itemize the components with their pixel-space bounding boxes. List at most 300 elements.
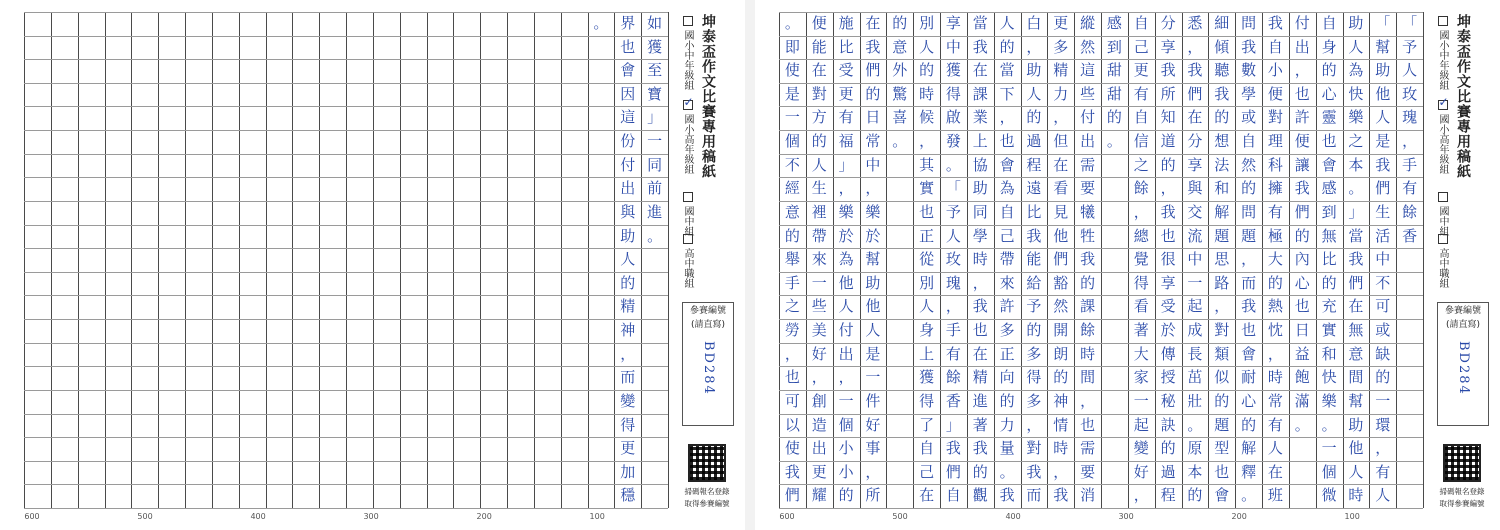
handwritten-char: 釋 — [1241, 462, 1257, 481]
handwritten-char: 傳 — [1160, 344, 1176, 363]
handwritten-char: 的 — [865, 84, 881, 103]
handwritten-char: ， — [1026, 37, 1042, 56]
handwritten-char: 我 — [1241, 37, 1257, 56]
qr-code-icon — [1443, 444, 1481, 482]
handwritten-char: 付 — [1080, 108, 1096, 127]
handwritten-char: 多 — [999, 321, 1015, 340]
handwritten-char: 快 — [1348, 84, 1364, 103]
handwritten-char: 我 — [1160, 202, 1176, 221]
handwritten-char: 有 — [945, 344, 961, 363]
handwritten-char: 的 — [1267, 273, 1283, 292]
handwritten-char: ， — [1026, 415, 1042, 434]
grid-row-rule — [779, 508, 1423, 509]
handwritten-char: 受 — [1160, 297, 1176, 316]
handwritten-char: 正 — [919, 226, 935, 245]
handwritten-char: 常 — [865, 132, 881, 151]
handwritten-char: 施 — [838, 14, 854, 32]
handwritten-char: 樂 — [865, 202, 881, 221]
handwritten-char: 甜 — [1106, 61, 1122, 80]
handwritten-char: 一 — [647, 132, 663, 151]
handwritten-char: 靈 — [1321, 108, 1337, 127]
handwritten-char: 一 — [838, 391, 854, 410]
handwritten-char: 課 — [972, 84, 988, 103]
handwritten-char: 日 — [865, 108, 881, 127]
handwritten-char: 玫 — [1402, 84, 1418, 103]
handwritten-char: 予 — [1026, 297, 1042, 316]
handwritten-char: 想 — [1214, 132, 1230, 151]
checkbox — [683, 234, 693, 244]
handwritten-char: 些 — [1080, 84, 1096, 103]
count-scale-label: 600 — [24, 512, 40, 521]
handwritten-char: 。 — [945, 155, 961, 174]
handwritten-char: 們 — [784, 486, 800, 505]
handwritten-char: 環 — [1375, 415, 1391, 434]
handwritten-char: 間 — [1348, 368, 1364, 387]
grid-column-rule — [292, 12, 293, 508]
grid-column-rule — [78, 12, 79, 508]
form-sidebar-left — [672, 12, 740, 522]
handwritten-char: 便 — [811, 14, 827, 32]
handwritten-char: 忱 — [1267, 321, 1283, 340]
handwritten-char: 解 — [1214, 202, 1230, 221]
handwritten-char: 」 — [1348, 202, 1364, 221]
handwritten-char: 內 — [1294, 250, 1310, 269]
checkbox — [683, 16, 693, 26]
count-scale-label: 300 — [363, 512, 379, 521]
handwritten-char: 數 — [1241, 61, 1257, 80]
handwritten-char: 精 — [972, 368, 988, 387]
handwritten-char: 其 — [919, 155, 935, 174]
handwritten-char: 人 — [1267, 439, 1283, 458]
handwritten-char: 缺 — [1375, 344, 1391, 363]
handwritten-char: 加 — [620, 462, 636, 481]
handwritten-char: 的 — [1321, 273, 1337, 292]
handwritten-char: 出 — [1080, 132, 1096, 151]
handwritten-char: 餘 — [1133, 179, 1149, 198]
entry-number-label: 參賽編號 — [689, 306, 726, 316]
grid-column-rule — [427, 12, 428, 508]
form-title: 坤泰盃作文比賽專用稿紙 — [700, 14, 716, 179]
handwritten-char: 。 — [999, 462, 1015, 481]
grid-row-rule — [24, 319, 668, 320]
grid-column-rule — [239, 12, 240, 508]
handwritten-char: 我 — [1294, 179, 1310, 198]
grid-column-rule — [373, 12, 374, 508]
handwritten-char: ， — [1080, 391, 1096, 410]
handwritten-char: 中 — [1375, 250, 1391, 269]
handwritten-char: 心 — [1321, 84, 1337, 103]
qr-caption-1: 掃碼報名登錄 — [684, 487, 730, 496]
handwritten-char: 也 — [972, 321, 988, 340]
handwritten-char: 。 — [1187, 415, 1203, 434]
handwritten-char: 我 — [1053, 486, 1069, 505]
handwritten-char: 生 — [1375, 202, 1391, 221]
handwritten-char: 分 — [1160, 14, 1176, 32]
grid-column-rule — [346, 12, 347, 508]
handwritten-char: 大 — [1267, 250, 1283, 269]
count-scale-label: 400 — [1005, 512, 1021, 521]
handwritten-char: 喜 — [892, 108, 908, 127]
handwritten-char: 耐 — [1241, 368, 1257, 387]
handwritten-char: 向 — [999, 368, 1015, 387]
handwritten-char: 一 — [1321, 439, 1337, 458]
handwritten-char: 更 — [620, 439, 636, 458]
handwritten-char: 也 — [1294, 297, 1310, 316]
handwritten-char: 無 — [1348, 321, 1364, 340]
handwritten-char: 可 — [1375, 297, 1391, 316]
handwritten-char: 對 — [811, 84, 827, 103]
handwritten-char: 時 — [1080, 344, 1096, 363]
handwritten-char: 為 — [1348, 61, 1364, 80]
handwritten-char: 我 — [1214, 84, 1230, 103]
handwritten-char: 」 — [945, 415, 961, 434]
handwritten-char: ， — [1133, 486, 1149, 505]
grid-column-rule — [561, 12, 562, 508]
count-scale-label: 100 — [1344, 512, 1360, 521]
handwritten-char: 助 — [972, 179, 988, 198]
handwritten-char: 讓 — [1294, 155, 1310, 174]
handwritten-char: 類 — [1214, 344, 1230, 363]
handwritten-char: 時 — [1267, 368, 1283, 387]
handwritten-char: 下 — [999, 84, 1015, 103]
option-label: 國中組 — [682, 206, 693, 236]
handwritten-char: 生 — [811, 179, 827, 198]
handwritten-char: 很 — [1160, 250, 1176, 269]
handwritten-char: 擁 — [1267, 179, 1283, 198]
handwritten-char: 來 — [811, 250, 827, 269]
handwritten-char: 長 — [1187, 344, 1203, 363]
handwritten-char: 然 — [1241, 155, 1257, 174]
handwritten-char: 樂 — [1348, 108, 1364, 127]
count-scale-label: 200 — [476, 512, 492, 521]
handwritten-char: 的 — [838, 486, 854, 505]
option-label: 國小中年級組 — [1437, 30, 1448, 90]
handwritten-char: 當 — [1348, 226, 1364, 245]
entry-number-label: 參賽編號 — [1444, 306, 1481, 316]
handwritten-char: 「 — [945, 179, 961, 198]
handwritten-char: 的 — [892, 14, 908, 32]
handwritten-char: 的 — [1160, 439, 1176, 458]
handwritten-char: 出 — [1294, 37, 1310, 56]
handwritten-char: 法 — [1214, 155, 1230, 174]
handwritten-char: 得 — [945, 84, 961, 103]
handwritten-char: 也 — [620, 37, 636, 56]
handwritten-char: 。 — [593, 14, 609, 32]
handwritten-char: 候 — [919, 108, 935, 127]
handwritten-char: 帶 — [811, 226, 827, 245]
handwritten-char: 是 — [865, 344, 881, 363]
handwritten-char: 悉 — [1187, 14, 1203, 32]
handwritten-char: 的 — [1026, 321, 1042, 340]
handwritten-char: 是 — [784, 84, 800, 103]
handwritten-char: 一 — [1187, 273, 1203, 292]
handwritten-char: 與 — [620, 202, 636, 221]
grid-column-rule — [24, 12, 25, 508]
handwritten-char: 我 — [972, 439, 988, 458]
handwritten-char: 細 — [1214, 14, 1230, 32]
handwritten-char: 們 — [1375, 179, 1391, 198]
page-gutter — [745, 0, 755, 530]
grid-row-rule — [24, 272, 668, 273]
handwritten-char: 的 — [1187, 486, 1203, 505]
entry-number-box — [1437, 302, 1489, 426]
handwritten-char: 覺 — [1133, 250, 1149, 269]
handwritten-char: 在 — [972, 344, 988, 363]
handwritten-char: 人 — [1402, 61, 1418, 80]
handwritten-char: 以 — [784, 415, 800, 434]
handwritten-char: 所 — [865, 486, 881, 505]
handwritten-char: 變 — [620, 391, 636, 410]
handwritten-char: 要 — [1080, 179, 1096, 198]
handwritten-char: 我 — [972, 297, 988, 316]
form-sidebar-right — [1427, 12, 1495, 522]
handwritten-char: 而 — [1026, 486, 1042, 505]
handwritten-char: 付 — [620, 155, 636, 174]
option-label: 國小高年級組 — [682, 114, 693, 174]
handwritten-char: 自 — [1241, 132, 1257, 151]
checkbox-checked — [1438, 100, 1448, 110]
handwritten-char: 日 — [1294, 321, 1310, 340]
handwritten-char: 。 — [1241, 486, 1257, 505]
handwritten-char: 人 — [1375, 108, 1391, 127]
handwritten-char: 間 — [1080, 368, 1096, 387]
handwritten-char: 裡 — [811, 202, 827, 221]
handwritten-char: 這 — [620, 108, 636, 127]
handwritten-char: 時 — [972, 250, 988, 269]
handwritten-char: 精 — [620, 297, 636, 316]
handwritten-char: 幫 — [1375, 37, 1391, 56]
handwritten-char: 會 — [1241, 344, 1257, 363]
handwritten-char: 界 — [620, 14, 636, 32]
manuscript-sheet-right — [755, 0, 1500, 530]
handwritten-char: 題 — [1214, 226, 1230, 245]
handwritten-char: 他 — [1348, 439, 1364, 458]
handwritten-char: 了 — [919, 415, 935, 434]
handwritten-char: 量 — [999, 439, 1015, 458]
handwritten-char: 著 — [1133, 321, 1149, 340]
handwritten-char: 的 — [972, 462, 988, 481]
grid-column-rule — [51, 12, 52, 508]
handwritten-char: 意 — [784, 202, 800, 221]
handwritten-char: 會 — [1321, 155, 1337, 174]
handwritten-char: 。 — [784, 14, 800, 32]
grid-row-rule — [24, 12, 668, 13]
handwritten-char: 路 — [1214, 273, 1230, 292]
handwritten-char: 在 — [1187, 108, 1203, 127]
grid-column-rule — [185, 12, 186, 508]
qr-caption-2: 取得參賽編號 — [684, 499, 730, 508]
handwritten-char: 傾 — [1214, 37, 1230, 56]
option-junior-high — [680, 192, 695, 236]
handwritten-char: 當 — [999, 61, 1015, 80]
handwritten-char: 比 — [1026, 202, 1042, 221]
handwritten-char: 的 — [1375, 368, 1391, 387]
handwritten-char: 題 — [1214, 415, 1230, 434]
handwritten-char: 助 — [620, 226, 636, 245]
handwritten-char: ， — [1241, 250, 1257, 269]
handwritten-char: 的 — [999, 37, 1015, 56]
handwritten-char: 別 — [919, 14, 935, 32]
handwritten-char: 自 — [945, 486, 961, 505]
qr-code-icon — [688, 444, 726, 482]
handwritten-char: 助 — [1026, 61, 1042, 80]
handwritten-char: 己 — [919, 462, 935, 481]
handwritten-char: 變 — [1133, 439, 1149, 458]
handwritten-char: 「 — [1402, 14, 1418, 32]
handwritten-char: 或 — [1375, 321, 1391, 340]
handwritten-char: 好 — [1133, 462, 1149, 481]
handwritten-char: 有 — [1267, 415, 1283, 434]
handwritten-char: 流 — [1187, 226, 1203, 245]
handwritten-char: ， — [838, 179, 854, 198]
count-scale-left — [24, 512, 668, 526]
handwritten-char: 課 — [1080, 297, 1096, 316]
handwritten-char: 消 — [1080, 486, 1096, 505]
handwritten-char: 自 — [1267, 37, 1283, 56]
handwritten-char: 助 — [1348, 415, 1364, 434]
handwritten-char: 我 — [1375, 155, 1391, 174]
handwritten-char: 也 — [1160, 226, 1176, 245]
handwritten-char: ， — [1267, 344, 1283, 363]
handwritten-char: 是 — [1375, 132, 1391, 151]
grid-row-rule — [24, 461, 668, 462]
grid-row-rule — [24, 106, 668, 107]
handwritten-char: 有 — [1375, 462, 1391, 481]
handwritten-char: 不 — [784, 155, 800, 174]
handwritten-char: 幫 — [1348, 391, 1364, 410]
grid-row-rule — [24, 508, 668, 509]
handwritten-char: 享 — [1160, 37, 1176, 56]
handwritten-char: 對 — [1214, 321, 1230, 340]
handwritten-char: 我 — [1241, 297, 1257, 316]
handwritten-char: 的 — [1294, 226, 1310, 245]
handwritten-char: 的 — [1106, 108, 1122, 127]
handwritten-char: 身 — [1321, 37, 1337, 56]
handwritten-char: 獲 — [919, 368, 935, 387]
handwritten-char: 精 — [1053, 61, 1069, 80]
handwritten-char: 小 — [838, 462, 854, 481]
handwritten-char: 份 — [620, 132, 636, 151]
handwritten-char: 可 — [784, 391, 800, 410]
handwritten-char: 極 — [1267, 226, 1283, 245]
count-scale-label: 400 — [250, 512, 266, 521]
count-scale-label: 300 — [1118, 512, 1134, 521]
handwritten-char: 出 — [811, 439, 827, 458]
handwritten-char: 餘 — [945, 368, 961, 387]
handwritten-char: 樂 — [1321, 391, 1337, 410]
handwritten-char: 餘 — [1080, 321, 1096, 340]
handwritten-char: 香 — [1402, 226, 1418, 245]
option-senior-high — [1435, 234, 1450, 288]
handwritten-char: 不 — [1375, 273, 1391, 292]
handwritten-char: 開 — [1053, 321, 1069, 340]
handwritten-char: 。 — [1321, 415, 1337, 434]
option-label: 高中職組 — [682, 248, 693, 288]
handwritten-char: 題 — [1241, 226, 1257, 245]
grid-column-rule — [588, 12, 589, 508]
handwritten-char: 在 — [811, 61, 827, 80]
handwritten-char: 個 — [1321, 462, 1337, 481]
handwritten-char: 人 — [811, 155, 827, 174]
handwritten-char: 的 — [811, 132, 827, 151]
handwritten-char: 自 — [1321, 14, 1337, 32]
handwritten-char: 的 — [999, 391, 1015, 410]
handwritten-char: 帶 — [999, 250, 1015, 269]
count-scale-label: 100 — [589, 512, 605, 521]
handwritten-char: 至 — [647, 61, 663, 80]
count-scale-label: 500 — [892, 512, 908, 521]
handwritten-char: 交 — [1187, 202, 1203, 221]
handwritten-char: 好 — [811, 344, 827, 363]
handwritten-char: ， — [1053, 462, 1069, 481]
option-elementary-middle — [1435, 16, 1450, 90]
entry-number-value: BD284 — [701, 341, 716, 396]
grid-row-rule — [24, 295, 668, 296]
handwritten-char: 需 — [1080, 155, 1096, 174]
handwritten-char: 比 — [1321, 250, 1337, 269]
handwritten-char: 創 — [811, 391, 827, 410]
handwritten-char: 程 — [1160, 486, 1176, 505]
handwritten-char: 出 — [838, 344, 854, 363]
handwritten-char: 我 — [1187, 61, 1203, 80]
handwritten-char: 班 — [1267, 486, 1283, 505]
handwritten-char: 玫 — [945, 250, 961, 269]
handwritten-char: 手 — [784, 273, 800, 292]
handwritten-char: 我 — [1026, 226, 1042, 245]
handwritten-char: 的 — [1214, 108, 1230, 127]
handwritten-char: 和 — [1214, 179, 1230, 198]
handwritten-char: 我 — [865, 37, 881, 56]
grid-row-rule — [24, 366, 668, 367]
handwritten-char: ， — [1214, 297, 1230, 316]
checkbox — [1438, 192, 1448, 202]
handwritten-char: 朗 — [1053, 344, 1069, 363]
character-grid-left — [24, 12, 668, 508]
handwritten-char: 力 — [1053, 84, 1069, 103]
handwritten-char: 自 — [1133, 14, 1149, 32]
handwritten-char: 一 — [811, 273, 827, 292]
handwritten-char: 件 — [865, 391, 881, 410]
handwritten-char: 人 — [1348, 37, 1364, 56]
handwritten-char: 實 — [1321, 321, 1337, 340]
grid-row-rule — [24, 130, 668, 131]
handwritten-char: 學 — [1241, 84, 1257, 103]
handwritten-char: 上 — [919, 344, 935, 363]
handwritten-char: 的 — [1026, 108, 1042, 127]
grid-row-rule — [24, 437, 668, 438]
handwritten-char: 微 — [1321, 486, 1337, 505]
handwritten-char: 別 — [919, 273, 935, 292]
handwritten-char: 牲 — [1080, 226, 1096, 245]
handwritten-char: 學 — [972, 226, 988, 245]
handwritten-char: 意 — [892, 37, 908, 56]
handwritten-char: 人 — [919, 37, 935, 56]
handwritten-char: 前 — [647, 179, 663, 198]
handwritten-char: 「 — [1375, 14, 1391, 32]
handwritten-char: 便 — [1294, 132, 1310, 151]
handwritten-char: 壯 — [1187, 391, 1203, 410]
handwritten-char: 我 — [1160, 61, 1176, 80]
grid-column-rule — [507, 12, 508, 508]
handwritten-char: 人 — [919, 297, 935, 316]
handwritten-char: 協 — [972, 155, 988, 174]
handwritten-char: 進 — [972, 391, 988, 410]
handwritten-char: 在 — [1053, 155, 1069, 174]
handwritten-char: 經 — [784, 179, 800, 198]
grid-row-rule — [24, 248, 668, 249]
handwritten-char: 付 — [1294, 14, 1310, 32]
handwritten-char: 在 — [919, 486, 935, 505]
